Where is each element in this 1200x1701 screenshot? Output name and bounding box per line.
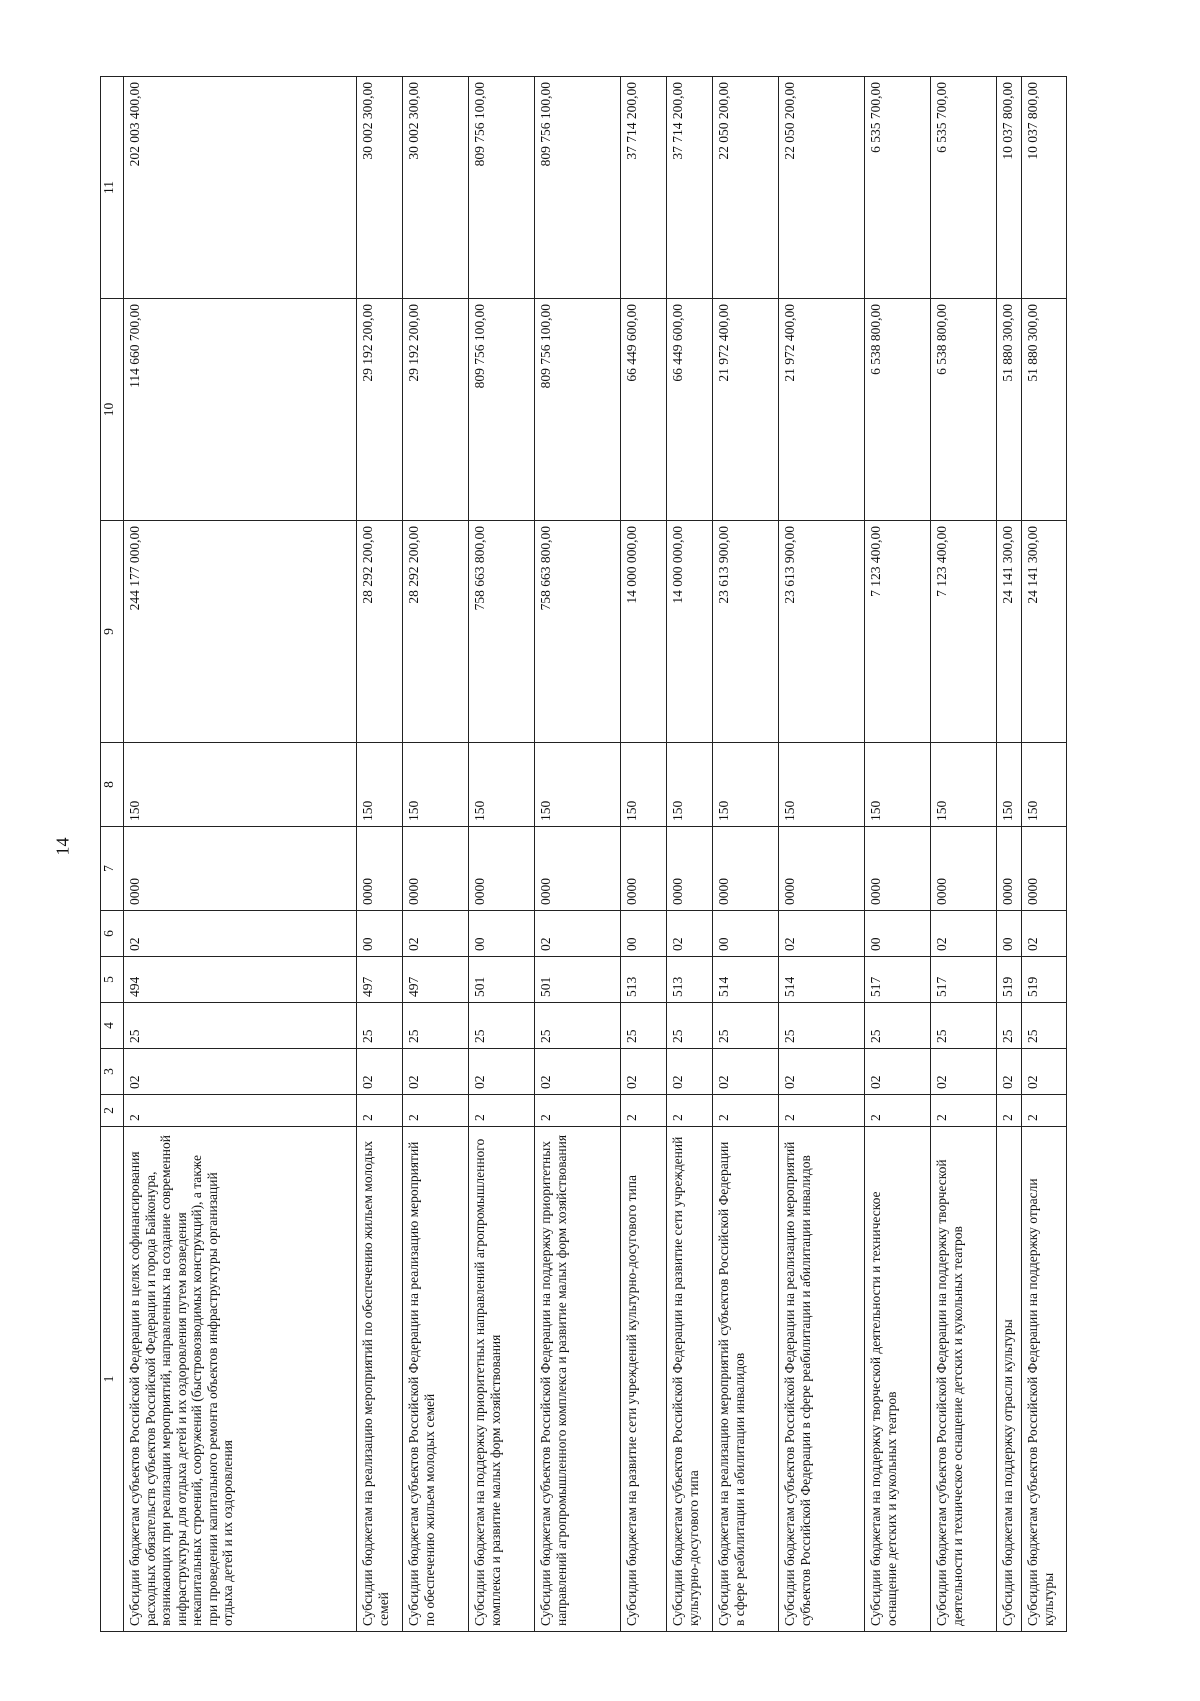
cell-col-10: 809 756 100,00 xyxy=(469,299,535,521)
cell-col-6: 02 xyxy=(667,911,713,957)
table-row xyxy=(713,77,779,1632)
cell-col-6: 00 xyxy=(357,911,403,957)
cell-col-10: 29 192 200,00 xyxy=(357,299,403,521)
cell-col-6: 02 xyxy=(124,911,357,957)
cell-col-5: 517 xyxy=(865,957,931,1003)
cell-col-8: 150 xyxy=(621,743,667,827)
cell-col-8: 150 xyxy=(1022,743,1067,827)
cell-col-7: 0000 xyxy=(124,827,357,911)
cell-col-10: 51 880 300,00 xyxy=(997,299,1022,521)
cell-col-4: 25 xyxy=(621,1003,667,1049)
cell-col-5: 519 xyxy=(997,957,1022,1003)
cell-col-2: 2 xyxy=(535,1095,621,1127)
row-description: Субсидии бюджетам субъектов Российской Федерации на поддержку отрасли культуры xyxy=(1022,1127,1067,1632)
column-header-5: 5 xyxy=(101,957,124,1003)
cell-col-7: 0000 xyxy=(403,827,469,911)
cell-col-2: 2 xyxy=(997,1095,1022,1127)
cell-col-10: 66 449 600,00 xyxy=(667,299,713,521)
cell-col-7: 0000 xyxy=(1022,827,1067,911)
row-description: Субсидии бюджетам субъектов Российской Федерации в целях софинансирования расходных обязательств субъектов Российской Федерации и города Байконура, возникающих при реализации мероприятий, направленных на создание современной инфраструктуры для отдыха детей и их оздоровления путем возведения некапитальных строений, сооружений (быстровозводимых конструкций), а также при проведении капитального ремонта объектов инфраструктуры организаций отдыха детей и их оздоровления xyxy=(124,1127,357,1632)
cell-col-4: 25 xyxy=(535,1003,621,1049)
cell-col-2: 2 xyxy=(667,1095,713,1127)
table-row xyxy=(621,77,667,1632)
cell-col-7: 0000 xyxy=(713,827,779,911)
cell-col-2: 2 xyxy=(357,1095,403,1127)
cell-col-9: 758 663 800,00 xyxy=(469,521,535,743)
cell-col-8: 150 xyxy=(535,743,621,827)
table-row xyxy=(469,77,535,1632)
cell-col-9: 28 292 200,00 xyxy=(357,521,403,743)
cell-col-10: 29 192 200,00 xyxy=(403,299,469,521)
cell-col-11: 6 535 700,00 xyxy=(931,77,997,299)
cell-col-8: 150 xyxy=(667,743,713,827)
cell-col-9: 28 292 200,00 xyxy=(403,521,469,743)
cell-col-5: 497 xyxy=(403,957,469,1003)
column-header-6: 6 xyxy=(101,911,124,957)
cell-col-10: 6 538 800,00 xyxy=(865,299,931,521)
cell-col-6: 02 xyxy=(1022,911,1067,957)
cell-col-6: 00 xyxy=(621,911,667,957)
table-row xyxy=(997,77,1022,1632)
cell-col-10: 51 880 300,00 xyxy=(1022,299,1067,521)
cell-col-8: 150 xyxy=(357,743,403,827)
cell-col-4: 25 xyxy=(469,1003,535,1049)
cell-col-7: 0000 xyxy=(997,827,1022,911)
cell-col-2: 2 xyxy=(865,1095,931,1127)
cell-col-11: 809 756 100,00 xyxy=(469,77,535,299)
row-description: Субсидии бюджетам субъектов Российской Федерации на реализацию мероприятий по обеспечению жильем молодых семей xyxy=(403,1127,469,1632)
cell-col-9: 23 613 900,00 xyxy=(713,521,779,743)
cell-col-10: 21 972 400,00 xyxy=(779,299,865,521)
cell-col-8: 150 xyxy=(865,743,931,827)
cell-col-5: 514 xyxy=(779,957,865,1003)
cell-col-8: 150 xyxy=(469,743,535,827)
row-description: Субсидии бюджетам на реализацию мероприятий по обеспечению жильем молодых семей xyxy=(357,1127,403,1632)
column-header-3: 3 xyxy=(101,1049,124,1095)
cell-col-7: 0000 xyxy=(621,827,667,911)
cell-col-10: 809 756 100,00 xyxy=(535,299,621,521)
table-row xyxy=(931,77,997,1632)
cell-col-6: 00 xyxy=(713,911,779,957)
cell-col-2: 2 xyxy=(621,1095,667,1127)
row-description: Субсидии бюджетам на поддержку приоритетных направлений агропромышленного комплекса и развитие малых форм хозяйствования xyxy=(469,1127,535,1632)
row-description: Субсидии бюджетам на поддержку творческой деятельности и техническое оснащение детских и кукольных театров xyxy=(865,1127,931,1632)
cell-col-9: 14 000 000,00 xyxy=(621,521,667,743)
cell-col-8: 150 xyxy=(124,743,357,827)
row-description: Субсидии бюджетам субъектов Российской Федерации на реализацию мероприятий субъектов Российской Федерации в сфере реабилитации и абилитации инвалидов xyxy=(779,1127,865,1632)
cell-col-10: 6 538 800,00 xyxy=(931,299,997,521)
header-row xyxy=(101,77,124,1632)
cell-col-8: 150 xyxy=(713,743,779,827)
cell-col-3: 02 xyxy=(997,1049,1022,1095)
table-row xyxy=(535,77,621,1632)
cell-col-7: 0000 xyxy=(469,827,535,911)
cell-col-4: 25 xyxy=(357,1003,403,1049)
cell-col-3: 02 xyxy=(357,1049,403,1095)
cell-col-6: 00 xyxy=(997,911,1022,957)
cell-col-8: 150 xyxy=(931,743,997,827)
cell-col-11: 22 050 200,00 xyxy=(713,77,779,299)
page-number: 14 xyxy=(52,837,73,856)
cell-col-4: 25 xyxy=(931,1003,997,1049)
cell-col-7: 0000 xyxy=(357,827,403,911)
cell-col-8: 150 xyxy=(403,743,469,827)
cell-col-3: 02 xyxy=(621,1049,667,1095)
cell-col-5: 514 xyxy=(713,957,779,1003)
table-row xyxy=(403,77,469,1632)
cell-col-5: 513 xyxy=(621,957,667,1003)
cell-col-7: 0000 xyxy=(931,827,997,911)
row-description: Субсидии бюджетам субъектов Российской Федерации на поддержку творческой деятельности и техническое оснащение детских и кукольных театров xyxy=(931,1127,997,1632)
cell-col-8: 150 xyxy=(997,743,1022,827)
cell-col-9: 14 000 000,00 xyxy=(667,521,713,743)
cell-col-8: 150 xyxy=(779,743,865,827)
cell-col-2: 2 xyxy=(1022,1095,1067,1127)
cell-col-4: 25 xyxy=(865,1003,931,1049)
column-header-8: 8 xyxy=(101,743,124,827)
cell-col-6: 00 xyxy=(469,911,535,957)
table-row xyxy=(865,77,931,1632)
column-header-10: 10 xyxy=(101,299,124,521)
cell-col-3: 02 xyxy=(779,1049,865,1095)
cell-col-6: 00 xyxy=(865,911,931,957)
cell-col-4: 25 xyxy=(997,1003,1022,1049)
cell-col-9: 23 613 900,00 xyxy=(779,521,865,743)
cell-col-9: 244 177 000,00 xyxy=(124,521,357,743)
cell-col-10: 114 660 700,00 xyxy=(124,299,357,521)
cell-col-11: 6 535 700,00 xyxy=(865,77,931,299)
cell-col-10: 21 972 400,00 xyxy=(713,299,779,521)
cell-col-2: 2 xyxy=(931,1095,997,1127)
budget-table xyxy=(100,76,1067,1632)
cell-col-5: 513 xyxy=(667,957,713,1003)
cell-col-3: 02 xyxy=(667,1049,713,1095)
cell-col-3: 02 xyxy=(1022,1049,1067,1095)
cell-col-11: 37 714 200,00 xyxy=(621,77,667,299)
cell-col-2: 2 xyxy=(713,1095,779,1127)
cell-col-2: 2 xyxy=(779,1095,865,1127)
column-header-11: 11 xyxy=(101,77,124,299)
table-row xyxy=(1022,77,1067,1632)
cell-col-3: 02 xyxy=(469,1049,535,1095)
cell-col-6: 02 xyxy=(403,911,469,957)
cell-col-3: 02 xyxy=(403,1049,469,1095)
cell-col-2: 2 xyxy=(403,1095,469,1127)
cell-col-4: 25 xyxy=(667,1003,713,1049)
cell-col-11: 30 002 300,00 xyxy=(357,77,403,299)
cell-col-3: 02 xyxy=(535,1049,621,1095)
column-header-2: 2 xyxy=(101,1095,124,1127)
cell-col-7: 0000 xyxy=(779,827,865,911)
cell-col-11: 30 002 300,00 xyxy=(403,77,469,299)
cell-col-5: 501 xyxy=(535,957,621,1003)
cell-col-9: 24 141 300,00 xyxy=(1022,521,1067,743)
cell-col-4: 25 xyxy=(713,1003,779,1049)
cell-col-5: 494 xyxy=(124,957,357,1003)
cell-col-3: 02 xyxy=(713,1049,779,1095)
cell-col-4: 25 xyxy=(403,1003,469,1049)
cell-col-3: 02 xyxy=(865,1049,931,1095)
cell-col-11: 809 756 100,00 xyxy=(535,77,621,299)
row-description: Субсидии бюджетам на поддержку отрасли культуры xyxy=(997,1127,1022,1632)
cell-col-3: 02 xyxy=(931,1049,997,1095)
cell-col-4: 25 xyxy=(124,1003,357,1049)
row-description: Субсидии бюджетам на развитие сети учреждений культурно-досугового типа xyxy=(621,1127,667,1632)
cell-col-7: 0000 xyxy=(865,827,931,911)
table-row xyxy=(124,77,357,1632)
cell-col-2: 2 xyxy=(469,1095,535,1127)
cell-col-6: 02 xyxy=(931,911,997,957)
cell-col-11: 10 037 800,00 xyxy=(997,77,1022,299)
cell-col-11: 10 037 800,00 xyxy=(1022,77,1067,299)
column-header-1: 1 xyxy=(101,1127,124,1632)
cell-col-6: 02 xyxy=(535,911,621,957)
cell-col-4: 25 xyxy=(1022,1003,1067,1049)
cell-col-9: 758 663 800,00 xyxy=(535,521,621,743)
cell-col-7: 0000 xyxy=(535,827,621,911)
cell-col-7: 0000 xyxy=(667,827,713,911)
cell-col-6: 02 xyxy=(779,911,865,957)
cell-col-4: 25 xyxy=(779,1003,865,1049)
cell-col-9: 7 123 400,00 xyxy=(865,521,931,743)
cell-col-10: 66 449 600,00 xyxy=(621,299,667,521)
cell-col-5: 497 xyxy=(357,957,403,1003)
cell-col-11: 22 050 200,00 xyxy=(779,77,865,299)
table-row xyxy=(779,77,865,1632)
row-description: Субсидии бюджетам на реализацию мероприятий субъектов Российской Федерации в сфере реабилитации и абилитации инвалидов xyxy=(713,1127,779,1632)
cell-col-5: 517 xyxy=(931,957,997,1003)
table-row xyxy=(357,77,403,1632)
cell-col-3: 02 xyxy=(124,1049,357,1095)
rotated-table-container xyxy=(100,77,1105,1632)
column-header-9: 9 xyxy=(101,521,124,743)
cell-col-11: 202 003 400,00 xyxy=(124,77,357,299)
column-header-7: 7 xyxy=(101,827,124,911)
cell-col-11: 37 714 200,00 xyxy=(667,77,713,299)
cell-col-5: 519 xyxy=(1022,957,1067,1003)
row-description: Субсидии бюджетам субъектов Российской Федерации на развитие сети учреждений культурно-досугового типа xyxy=(667,1127,713,1632)
table-body xyxy=(124,77,1067,1632)
table-row xyxy=(667,77,713,1632)
column-header-4: 4 xyxy=(101,1003,124,1049)
cell-col-9: 7 123 400,00 xyxy=(931,521,997,743)
row-description: Субсидии бюджетам субъектов Российской Федерации на поддержку приоритетных направлений агропромышленного комплекса и развитие малых форм хозяйствования xyxy=(535,1127,621,1632)
cell-col-2: 2 xyxy=(124,1095,357,1127)
cell-col-9: 24 141 300,00 xyxy=(997,521,1022,743)
cell-col-5: 501 xyxy=(469,957,535,1003)
